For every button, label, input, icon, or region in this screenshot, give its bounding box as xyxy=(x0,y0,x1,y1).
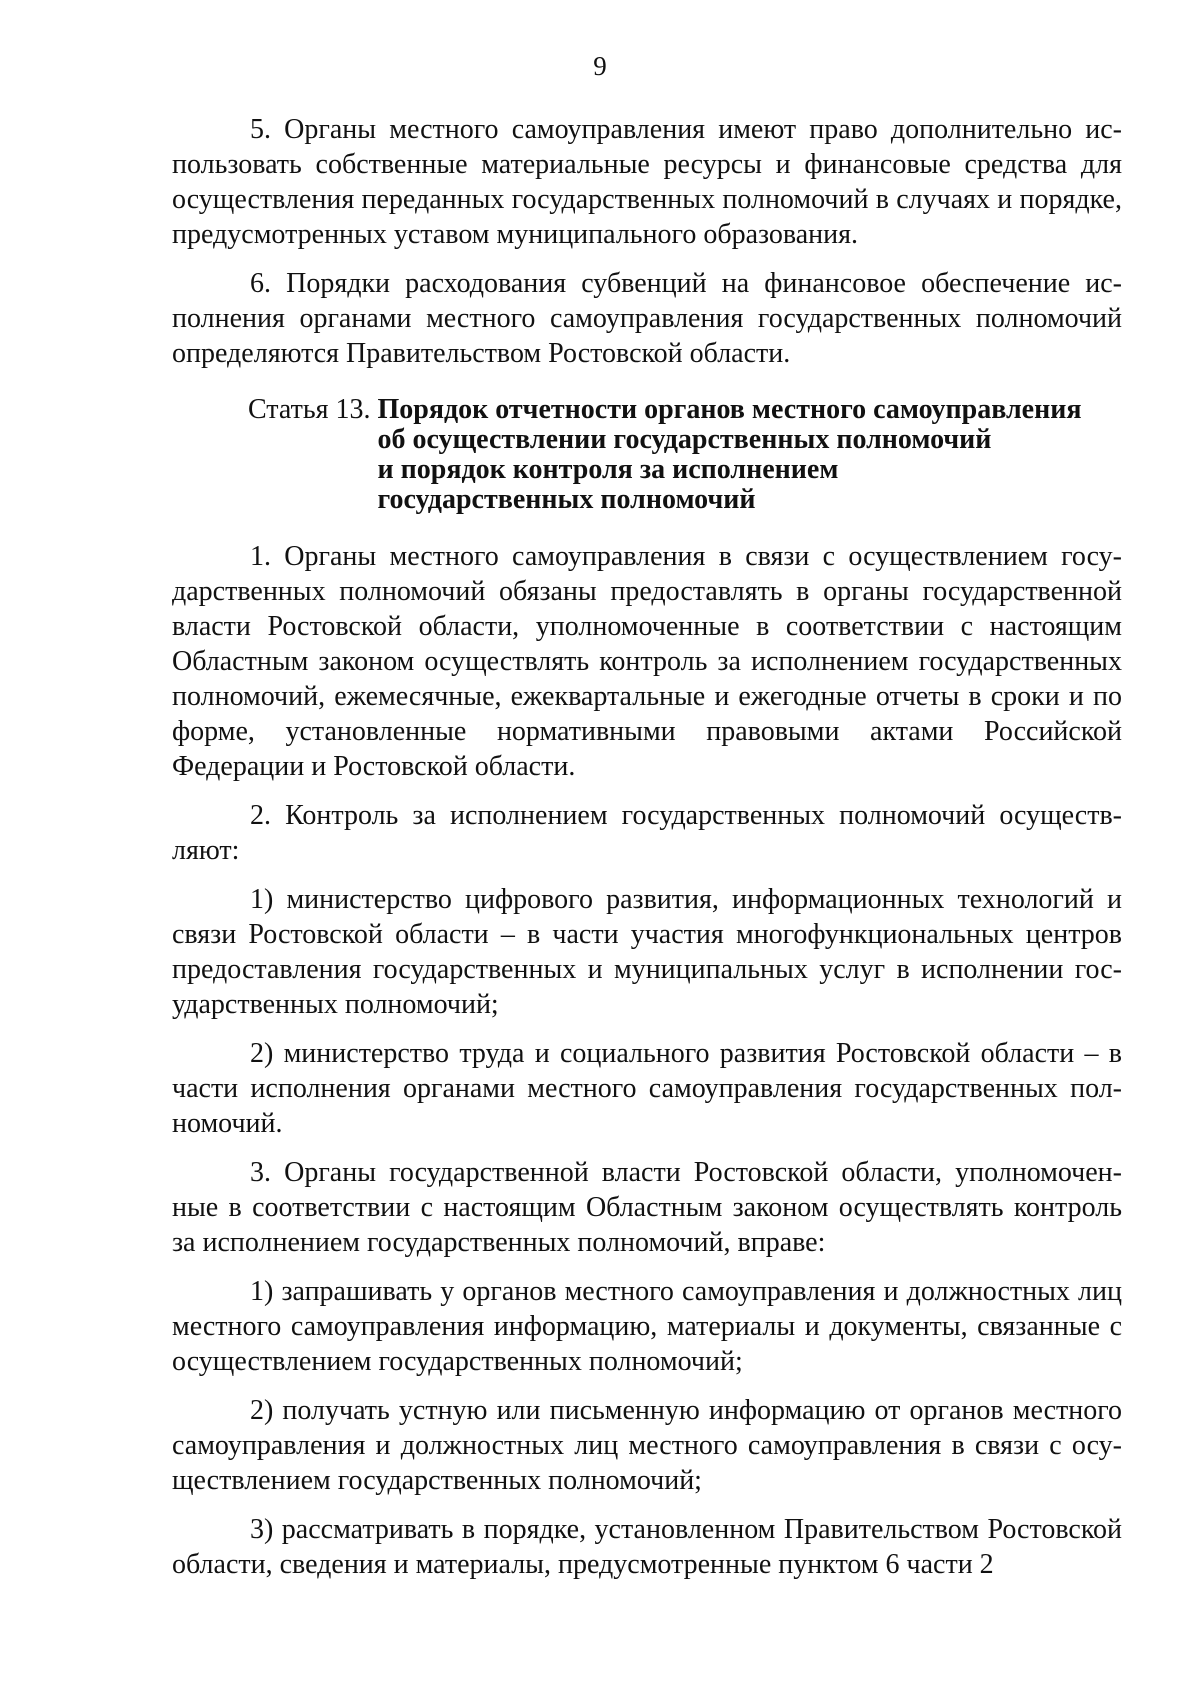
list-item-3-3: 3) рассматривать в порядке, установленном Правительством Ростовской области, сведения и материалы, предусмотренные пунктом 6 части 2 xyxy=(172,1514,1122,1580)
article-title-line: государственных полномочий xyxy=(377,484,756,515)
paragraph-part-6: 6. Порядки расходования субвенций на финансовое обеспечение исполнения органами местного самоуправления государственных полномочий определяются Правительством Ростовской области. xyxy=(172,268,1122,369)
paragraph-article-part-1: 1. Органы местного самоуправления в связи с осуществлением государственных полномочий обязаны предоставлять в органы государственной власти Ростовской области, уполномоченные в соответствии с настоящим Областным законом осуществлять контроль за исполнением государственных полномочий, ежемесячные, ежеквартальные и ежегодные отчеты в сроки и по форме, установленные нормативными правовыми актами Российской Федерации и Ростовской области. xyxy=(172,541,1122,782)
list-item-2-2: 2) министерство труда и социального развития Ростовской области – в части исполнения органами местного самоуправления государственных полномочий. xyxy=(172,1038,1122,1139)
list-item-2-1: 1) министерство цифрового развития, информационных технологий и связи Ростовской области – в части участия многофункциональных центров предоставления государственных и муниципальных услуг в исполнении государственных полномочий; xyxy=(172,884,1122,1020)
page-number: 9 xyxy=(593,51,607,81)
article-title-line: Порядок отчетности органов местного самоуправления xyxy=(377,394,1082,425)
article-heading xyxy=(248,395,1122,515)
article-title xyxy=(377,395,1122,515)
paragraph-part-5: 5. Органы местного самоуправления имеют право дополнительно использовать собственные материальные ресурсы и финансовые средства для осуществления переданных государственных полномочий в случаях и порядке, предусмотренных уставом муниципального образования. xyxy=(172,114,1122,250)
paragraph-article-part-3: 3. Органы государственной власти Ростовской области, уполномоченные в соответствии с настоящим Областным законом осуществлять контроль за исполнением государственных полномочий, вправе: xyxy=(172,1157,1122,1258)
list-item-3-1: 1) запрашивать у органов местного самоуправления и должностных лиц местного самоуправления информацию, материалы и документы, связанные с осуществлением государственных полномочий; xyxy=(172,1276,1122,1377)
article-title-line: об осуществлении государственных полномочий xyxy=(377,424,992,455)
paragraph-article-part-2: 2. Контроль за исполнением государственных полномочий осуществляют: xyxy=(172,800,1122,866)
list-item-3-2: 2) получать устную или письменную информацию от органов местного самоуправления и должностных лиц местного самоуправления в связи с осуществлением государственных полномочий; xyxy=(172,1395,1122,1496)
article-number: Статья 13. xyxy=(248,394,378,425)
article-title-line: и порядок контроля за исполнением xyxy=(377,454,839,485)
document-body xyxy=(172,112,1122,1596)
